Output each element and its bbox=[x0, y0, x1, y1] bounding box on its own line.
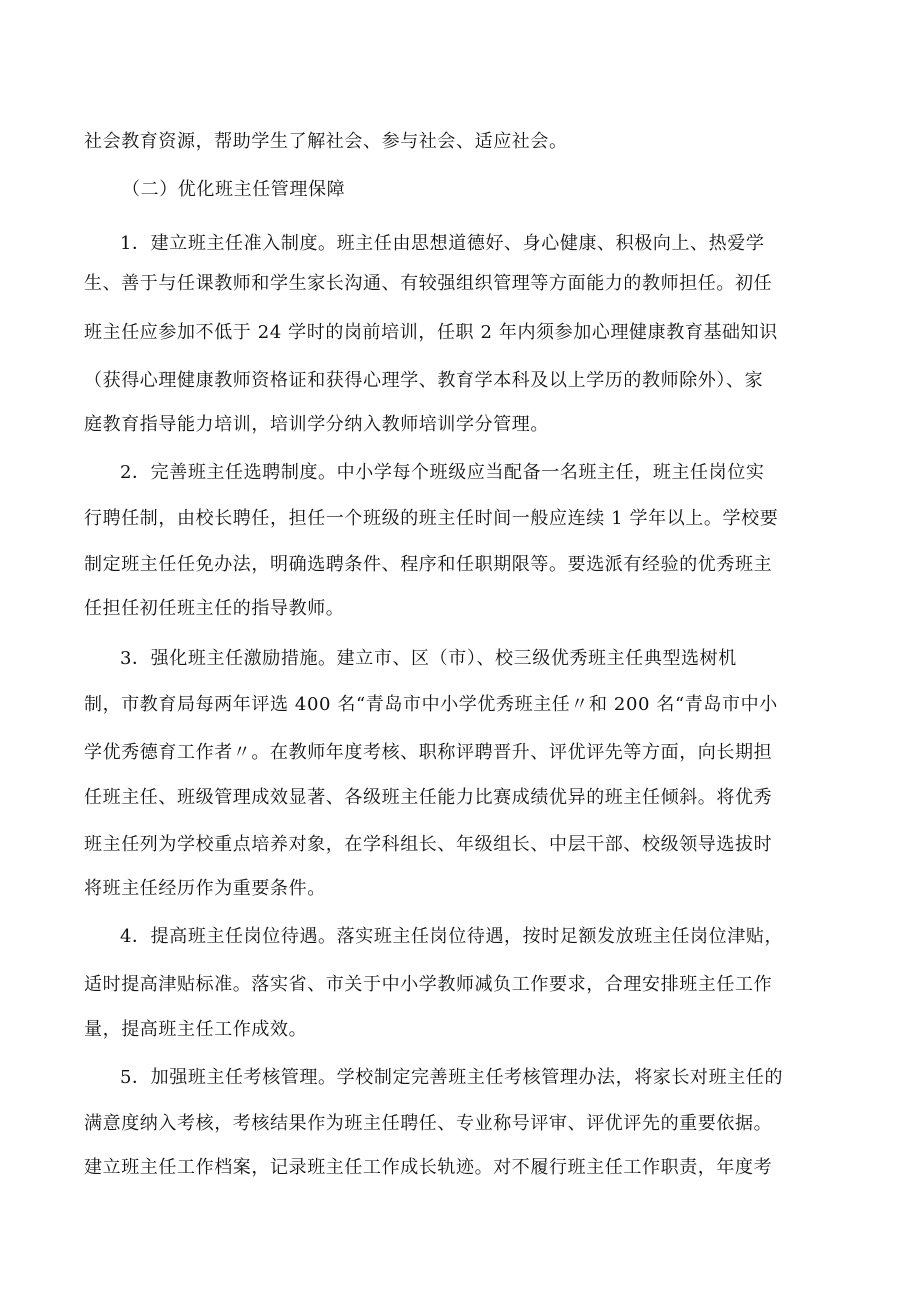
paragraph-line: 生、善于与任课教师和学生家长沟通、有较强组织管理等方面能力的教师担任。初任 bbox=[84, 273, 773, 294]
section-heading: （二）优化班主任管理保障 bbox=[122, 179, 346, 200]
paragraph-line: 2．完善班主任选聘制度。中小学每个班级应当配备一名班主任，班主任岗位实 bbox=[120, 462, 765, 483]
paragraph-line: 满意度纳入考核，考核结果作为班主任聘任、专业称号评审、评优评先的重要依据。 bbox=[84, 1113, 773, 1134]
paragraph-line: 学优秀德育工作者〃。在教师年度考核、职称评聘晋升、评优评先等方面，向长期担 bbox=[84, 742, 773, 763]
paragraph-line: 制定班主任任免办法，明确选聘条件、程序和任职期限等。要选派有经验的优秀班主 bbox=[84, 554, 773, 575]
paragraph-line: 3．强化班主任激励措施。建立市、区（市）、校三级优秀班主任典型选树机 bbox=[120, 648, 737, 669]
paragraph-line: 任担任初任班主任的指导教师。 bbox=[84, 598, 345, 619]
paragraph-line: 行聘任制，由校长聘任，担任一个班级的班主任时间一般应连续 1 学年以上。学校要 bbox=[84, 508, 779, 529]
paragraph-line: （获得心理健康教师资格证和获得心理学、教育学本科及以上学历的教师除外）、家 bbox=[84, 370, 764, 391]
paragraph-line: 1．建立班主任准入制度。班主任由思想道德好、身心健康、积极向上、热爱学 bbox=[120, 233, 765, 254]
paragraph-line: 适时提高津贴标准。落实省、市关于中小学教师减负工作要求，合理安排班主任工作 bbox=[84, 974, 773, 995]
paragraph-line: 制，市教育局每两年评选 400 名“青岛市中小学优秀班主任〃和 200 名“青岛市中小 bbox=[84, 694, 778, 715]
paragraph-line: 4．提高班主任岗位待遇。落实班主任岗位待遇，按时足额发放班主任岗位津贴， bbox=[120, 926, 784, 947]
paragraph-line: 庭教育指导能力培训，培训学分纳入教师培训学分管理。 bbox=[84, 414, 549, 435]
paragraph-line: 5．加强班主任考核管理。学校制定完善班主任考核管理办法，将家长对班主任的 bbox=[120, 1067, 784, 1088]
paragraph-line: 将班主任经历作为重要条件。 bbox=[84, 878, 326, 899]
paragraph-line: 班主任应参加不低于 24 学时的岗前培训，任职 2 年内须参加心理健康教育基础知识 bbox=[84, 322, 778, 343]
paragraph-line: 建立班主任工作档案，记录班主任工作成长轨迹。对不履行班主任工作职责，年度考 bbox=[84, 1157, 773, 1178]
paragraph-line: 量，提高班主任工作成效。 bbox=[84, 1019, 308, 1040]
paragraph-line: 任班主任、班级管理成效显著、各级班主任能力比赛成绩优异的班主任倾斜。将优秀 bbox=[84, 787, 773, 808]
paragraph-line: 社会教育资源，帮助学生了解社会、参与社会、适应社会。 bbox=[84, 131, 568, 152]
paragraph-line: 班主任列为学校重点培养对象，在学科组长、年级组长、中层干部、校级领导选拔时 bbox=[84, 834, 773, 855]
